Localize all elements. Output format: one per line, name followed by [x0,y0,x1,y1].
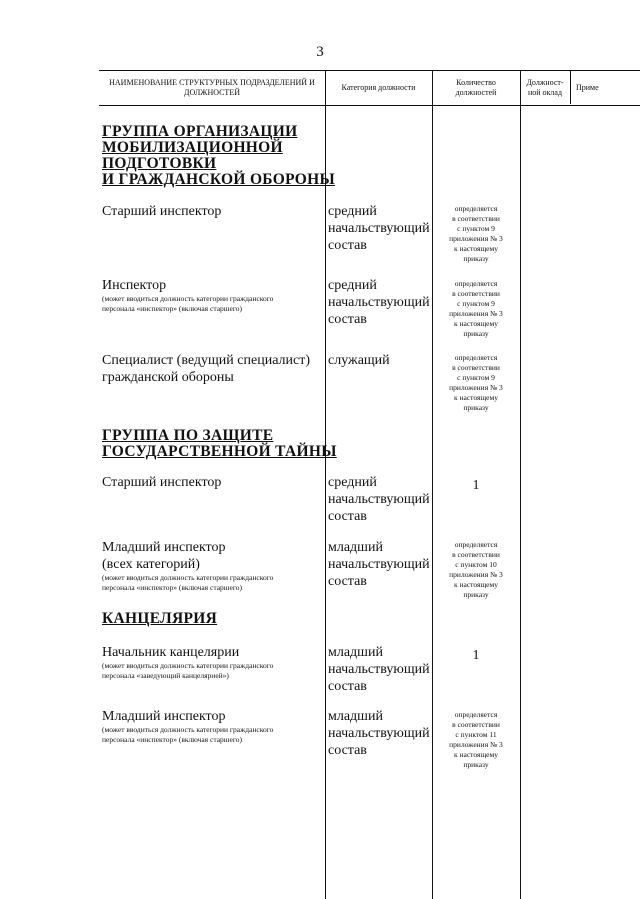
position-category [328,474,438,525]
quantity-line: к настоящему [453,393,499,402]
position-name: Старший инспектор [102,475,222,490]
table-header [99,70,640,106]
column-divider [520,70,521,899]
category-line: средний [328,204,377,219]
category-line: состав [328,679,367,694]
note-line: персонала «заведующий канцелярией») [102,671,229,680]
quantity-line: определяется [454,204,498,213]
quantity-line: в соответствии [452,214,500,223]
section-title-line: ГРУППА ПО ЗАЩИТЕ [102,427,274,444]
note-line: персонала «инспектор» (включая старшего) [102,583,243,592]
note-line: (может вводиться должность категории гражданского [102,294,274,303]
name-line: (всех категорий) [102,557,200,572]
section-title-state-secret [102,428,337,460]
category-line: состав [328,574,367,589]
quantity-line: приложения № 3 [449,570,503,579]
note-line: персонала «инспектор» (включая старшего) [102,304,243,313]
quantity-line: с пунктом 10 [455,560,497,569]
quantity-line: определяется [454,279,498,288]
section-title-line: ГРУППА ОРГАНИЗАЦИИ [102,123,298,140]
quantity-line: определяется [454,710,498,719]
quantity-line: приложения № 3 [449,234,503,243]
category-line: начальствующий [328,295,430,310]
quantity-line: приказу [463,590,489,599]
quantity-line: приказу [463,760,489,769]
name-line: Специалист (ведущий специалист) [102,353,310,368]
quantity-line: в соответствии [452,720,500,729]
quantity-line: к настоящему [453,580,499,589]
quantity-line: к настоящему [453,244,499,253]
header-note: Приме [576,83,599,92]
position-category [328,203,438,254]
position-name: Старший инспектор [102,204,222,219]
position-category [328,539,438,590]
position-name [102,539,226,573]
position-note [102,725,320,745]
category-line: состав [328,509,367,524]
quantity-line: приложения № 3 [449,309,503,318]
quantity-line: приказу [463,403,489,412]
category-line: состав [328,743,367,758]
category-line: младший [328,645,383,660]
position-name: Младший инспектор [102,709,226,724]
section-title-line: МОБИЛИЗАЦИОННОЙ [102,139,283,156]
category-line: средний [328,278,377,293]
position-category [328,708,438,759]
quantity-line: в соответствии [452,289,500,298]
category-line: начальствующий [328,492,430,507]
quantity-line: в соответствии [452,550,500,559]
quantity-line: с пунктом 9 [457,299,495,308]
quantity-line: приказу [463,329,489,338]
category-line: средний [328,475,377,490]
position-name [102,352,310,386]
position-category [328,644,438,695]
quantity-line: в соответствии [452,363,500,372]
section-title-line: И ГРАЖДАНСКОЙ ОБОРОНЫ [102,171,336,188]
quantity-line: с пунктом 11 [455,730,497,739]
quantity-line: к настоящему [453,750,499,759]
position-note [102,573,320,593]
quantity-line: с пунктом 9 [457,373,495,382]
category-line: начальствующий [328,726,430,741]
position-note [102,294,320,314]
position-quantity [432,540,520,600]
position-quantity: 1 [472,648,480,663]
header-quantity: Количество должностей [455,78,497,97]
category-line: состав [328,312,367,327]
header-category: Категория должности [341,83,416,92]
position-quantity [432,353,520,413]
quantity-line: приложения № 3 [449,383,503,392]
quantity-line: приложения № 3 [449,740,503,749]
header-units-positions: НАИМЕНОВАНИЕ СТРУКТУРНЫХ ПОДРАЗДЕЛЕНИЙ И ДОЛЖНОСТЕЙ [109,78,315,97]
category-line: состав [328,238,367,253]
quantity-line: приказу [463,254,489,263]
position-quantity [432,279,520,339]
section-title-line: ГОСУДАРСТВЕННОЙ ТАЙНЫ [102,443,337,460]
quantity-line: определяется [454,540,498,549]
note-line: персонала «инспектор» (включая старшего) [102,735,243,744]
position-name: Начальник канцелярии [102,645,240,660]
column-divider [325,70,326,899]
position-category: служащий [328,353,390,368]
category-line: начальствующий [328,557,430,572]
page-number: 3 [316,44,324,60]
note-line: (может вводиться должность категории гражданского [102,661,274,670]
position-name: Инспектор [102,278,167,293]
position-quantity [432,710,520,770]
quantity-line: к настоящему [453,319,499,328]
category-line: начальствующий [328,662,430,677]
name-line: Младший инспектор [102,540,226,555]
position-category [328,277,438,328]
section-title-chancellery [102,611,217,627]
category-line: начальствующий [328,221,430,236]
header-salary: Должност-ной оклад [526,78,564,97]
column-divider [570,70,571,104]
category-line: младший [328,540,383,555]
position-quantity: 1 [472,478,480,493]
position-note [102,661,320,681]
section-title-line: ПОДГОТОВКИ [102,155,217,172]
note-line: (может вводиться должность категории гражданского [102,573,274,582]
section-title-mobilization [102,124,335,188]
category-line: младший [328,709,383,724]
name-line: гражданской обороны [102,370,234,385]
note-line: (может вводиться должность категории гражданского [102,725,274,734]
quantity-line: с пунктом 9 [457,224,495,233]
position-quantity [432,204,520,264]
quantity-line: определяется [454,353,498,362]
section-title-line: КАНЦЕЛЯРИЯ [102,610,218,627]
